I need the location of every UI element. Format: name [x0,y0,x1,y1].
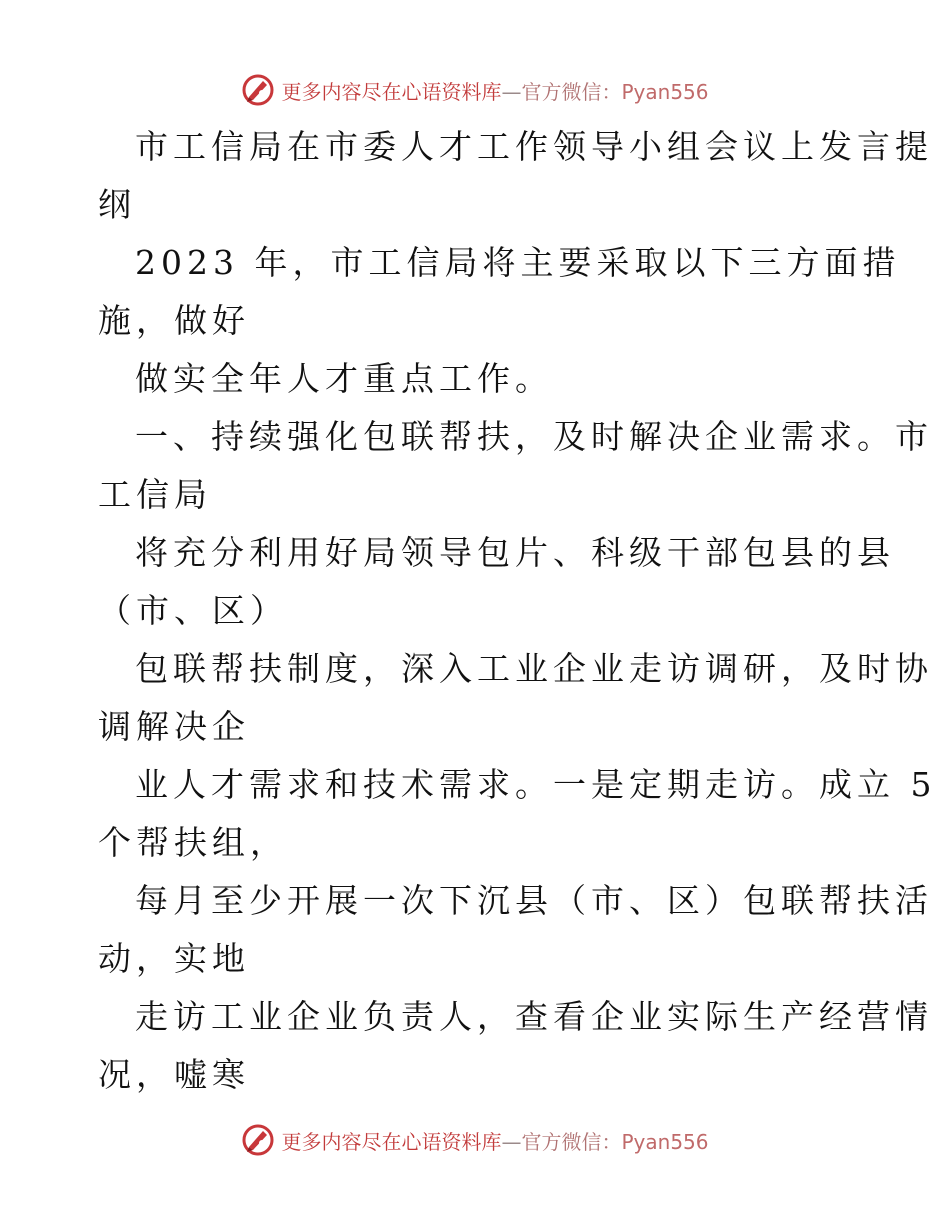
watermark-dash: — [501,79,522,104]
watermark-contact-label: 官方微信： [521,79,622,104]
watermark-contact-label: 官方微信： [521,1129,622,1154]
paragraph-line: 做实全年人才重点工作。 [135,359,553,398]
watermark-text [281,76,708,105]
watermark-text [281,1126,708,1155]
pen-logo-icon [241,1123,275,1157]
paragraph-line: 动，实地 [98,939,250,978]
watermark-brand: 更多内容尽在心语资料库 [281,79,502,104]
watermark-wechat-id: Pyan556 [621,1129,709,1154]
paragraph-line: 施，做好 [98,301,250,340]
paragraph-line: 业人才需求和技术需求。一是定期走访。成立 5 [135,765,937,804]
paragraph-line: 调解决企 [98,707,250,746]
pen-logo-icon [241,73,275,107]
paragraph-line: 个帮扶组， [98,823,288,862]
paragraph-line: 将充分利用好局领导包片、科级干部包县的县 [135,533,895,572]
watermark-brand: 更多内容尽在心语资料库 [281,1129,502,1154]
paragraph-line: （市、区） [98,591,288,630]
footer-watermark [0,1120,950,1160]
paragraph-line: 包联帮扶制度，深入工业企业走访调研，及时协 [135,649,933,688]
watermark-wechat-id: Pyan556 [621,79,709,104]
header-watermark [0,70,950,110]
paragraph-line: 走访工业企业负责人，查看企业实际生产经营情 [135,997,933,1036]
paragraph-line: 2023 年，市工信局将主要采取以下三方面措 [135,243,901,282]
paragraph-line: 况，嘘寒 [98,1055,250,1094]
paragraph-line: 每月至少开展一次下沉县（市、区）包联帮扶活 [135,881,933,920]
document-title-line-1: 市工信局在市委人才工作领导小组会议上发言提 [135,127,933,166]
document-title-line-2: 纲 [98,185,136,224]
paragraph-line: 一、持续强化包联帮扶，及时解决企业需求。市 [135,417,933,456]
paragraph-line: 工信局 [98,475,212,514]
watermark-dash: — [501,1129,522,1154]
document-body [98,118,937,1104]
